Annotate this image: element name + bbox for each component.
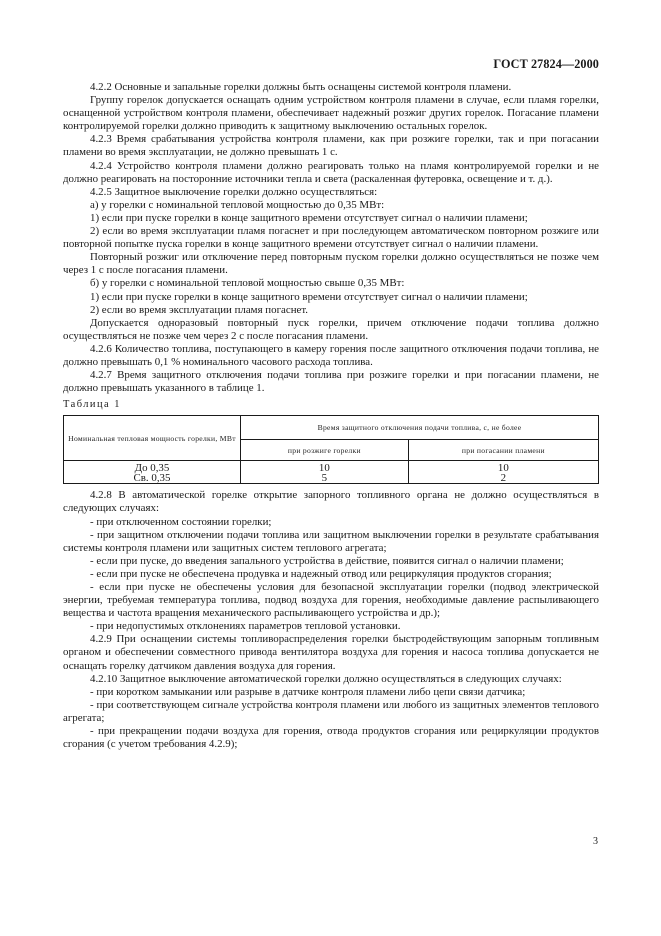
paragraph: 4.2.10 Защитное выключение автоматической горелки должно осуществляться в следующих случаях: [90, 672, 562, 685]
list-item: а) у горелки с номинальной тепловой мощностью до 0,35 МВт: [90, 198, 385, 211]
list-item: - если при пуске не обеспечена продувка и надежный отвод или рециркуляция продуктов сгорания; [90, 567, 552, 580]
list-item: 2) если во время эксплуатации пламя погаснет и при последующем автоматическом повторном розжиге или повторной попытке пуска горелки в конце защитного времени отсутствует сигнал о наличии пламени. [63, 225, 599, 251]
paragraph: 4.2.2 Основные и запальные горелки должны быть оснащены системой контроля пламени. [90, 81, 512, 93]
list-item: б) у горелки с номинальной тепловой мощностью свыше 0,35 МВт: [90, 277, 405, 290]
table-cell: 10 [241, 461, 409, 474]
paragraph: Группу горелок допускается оснащать одним устройством контроля пламени в случае, если пламя горелки, оснащенной устройством контроля пламени, обеспечивает надежный розжиг других горелок. Погасание пламени контролируемой горелки должно приводить к защитному выключению остальных горелок. [63, 94, 599, 133]
list-item: - при соответствующем сигнале устройства контроля пламени или любого из защитных элементов теплового агрегата; [63, 698, 599, 724]
list-item: 1) если при пуске горелки в конце защитного времени отсутствует сигнал о наличии пламени; [90, 290, 528, 303]
table-cell: 10 [408, 461, 598, 474]
document-body [63, 81, 599, 751]
column-header-power: Номинальная тепловая мощность горелки, МВт [64, 416, 241, 461]
list-item: - при прекращении подачи воздуха для горения, отвода продуктов сгорания или рециркуляции продуктов сгорания (с учетом требования 4.2.9); [63, 725, 599, 751]
list-item: - при недопустимых отклонениях параметров тепловой установки. [90, 620, 401, 633]
list-item: - при отключенном состоянии горелки; [90, 515, 272, 528]
paragraph: 4.2.3 Время срабатывания устройства контроля пламени, как при розжиге горелки, так и при погасании пламени во время эксплуатации, не должно превышать 1 с. [63, 133, 599, 159]
list-item: - при защитном отключении подачи топлива или защитном выключении горелки в результате срабатывания системы контроля пламени или защитных систем теплового агрегата; [63, 528, 599, 554]
paragraph: Допускается одноразовый повторный пуск горелки, причем отключение подачи топлива должно осуществляться не позже чем через 2 с после погасания пламени. [63, 316, 599, 342]
list-item: - при коротком замыкании или разрыве в датчике контроля пламени либо цепи связи датчика; [90, 685, 526, 698]
paragraph: 4.2.9 При оснащении системы топливораспределения горелки быстродействующим запорным топливным органом и обеспечении совместного привода вентилятора воздуха для горения и насоса топлива допускается не оснащать горелку датчиком давления воздуха для горения. [63, 633, 599, 672]
table-cell: Св. 0,35 [64, 473, 241, 484]
list-item: 2) если во время эксплуатации пламя погаснет. [90, 303, 309, 316]
page-number: 3 [593, 836, 598, 847]
document-id: ГОСТ 27824—2000 [493, 57, 599, 71]
paragraph: 4.2.4 Устройство контроля пламени должно реагировать только на пламя контролируемой горелки и не должно реагировать на посторонние источники тепла и света (раскаленная футеровка, освещение и т. д.). [63, 159, 599, 185]
list-item: - если при пуске, до введения запального устройства в действие, появится сигнал о наличии пламени; [90, 554, 564, 567]
paragraph: 4.2.8 В автоматической горелке открытие запорного топливного органа не должно осуществляться в следующих случаях: [63, 489, 599, 515]
paragraph: Повторный розжиг или отключение перед повторным пуском горелки должно осуществляться не позже чем через 1 с после погасания пламени. [63, 251, 599, 277]
column-header-ignition: при розжиге горелки [241, 440, 409, 461]
table-caption: Таблица 1 [63, 399, 121, 411]
paragraph: 4.2.7 Время защитного отключения подачи топлива при розжиге горелки и при погасании пламени, не должно превышать указанного в таблице 1. [63, 369, 599, 395]
list-item: - если при пуске не обеспечены условия для безопасной эксплуатации горелки (подвод электрической энергии, требуемая температура топлива, подвод воздуха для горения, необходимые давление распыливающего вещества и частота вращения механического распыливающего устройства и др.); [63, 581, 599, 620]
table-row [64, 473, 599, 484]
table-cell: 5 [241, 473, 409, 484]
paragraph: 4.2.5 Защитное выключение горелки должно осуществляться: [90, 185, 378, 198]
list-item: 1) если при пуске горелки в конце защитного времени отсутствует сигнал о наличии пламени; [90, 211, 528, 224]
table-cell: До 0,35 [64, 461, 241, 474]
column-header-group: Время защитного отключения подачи топлива, с, не более [241, 416, 599, 440]
paragraph: 4.2.6 Количество топлива, поступающего в камеру горения после защитного отключения подачи топлива, не должно превышать 0,1 % номинального часового расхода топлива. [63, 342, 599, 368]
table-cell: 2 [408, 473, 598, 484]
data-table [63, 415, 599, 484]
column-header-extinction: при погасании пламени [408, 440, 598, 461]
